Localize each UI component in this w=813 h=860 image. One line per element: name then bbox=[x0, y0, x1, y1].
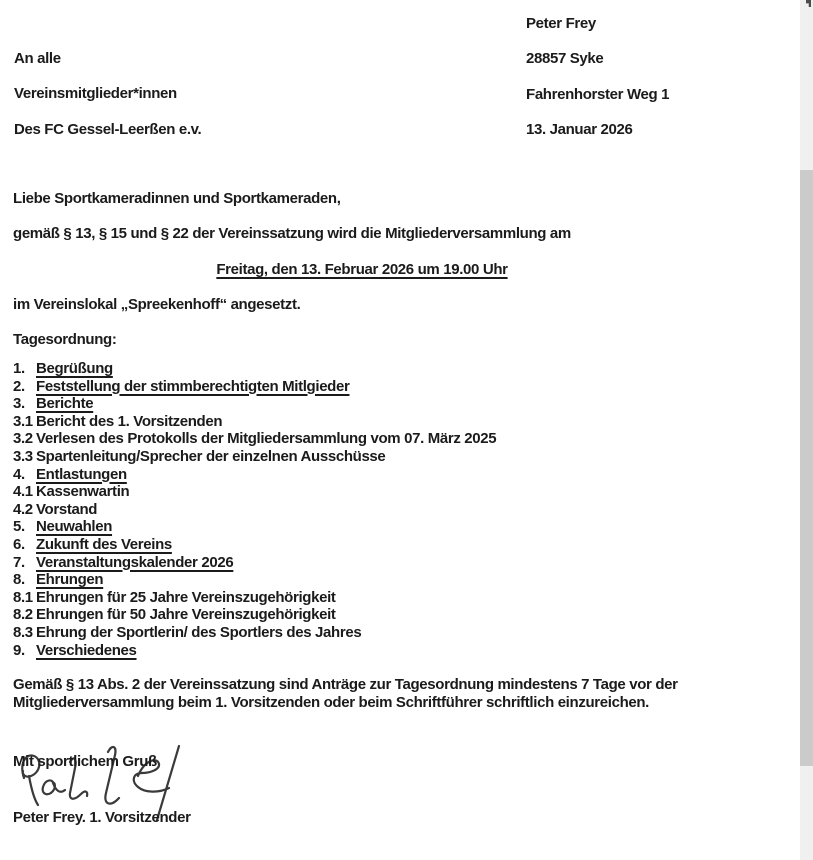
agenda-item-label: Ehrungen bbox=[36, 571, 104, 589]
agenda-item bbox=[13, 589, 496, 607]
agenda-title: Tagesordnung: bbox=[13, 331, 117, 348]
agenda-item-label: Verlesen des Protokolls der Mitgliedersammlung vom 07. März 2025 bbox=[36, 430, 497, 448]
venue-line: im Vereinslokal „Spreekenhoff“ angesetzt. bbox=[13, 296, 301, 313]
sender-line: 13. Januar 2026 bbox=[526, 120, 633, 138]
agenda-item-number: 8. bbox=[13, 571, 25, 589]
agenda-item-number: 7. bbox=[13, 553, 25, 571]
agenda-item-label: Spartenleitung/Sprecher der einzelnen Ausschüsse bbox=[36, 447, 386, 465]
agenda-item-label: Vorstand bbox=[36, 500, 98, 518]
agenda-item-label: Entlastungen bbox=[36, 465, 127, 483]
agenda-item bbox=[13, 430, 496, 448]
agenda-item-label: Neuwahlen bbox=[36, 518, 113, 536]
agenda-item bbox=[13, 501, 496, 519]
agenda-item-number: 4. bbox=[13, 465, 25, 483]
agenda-item bbox=[13, 606, 496, 624]
agenda-item-label: Veranstaltungskalender 2026 bbox=[36, 553, 234, 571]
agenda-item bbox=[13, 554, 496, 572]
agenda-item-label: Verschiedenes bbox=[36, 641, 137, 659]
agenda-item bbox=[13, 413, 496, 431]
agenda-item-number: 2. bbox=[13, 377, 25, 395]
agenda-item-number: 1. bbox=[13, 360, 25, 377]
agenda-item bbox=[13, 483, 496, 501]
agenda-item bbox=[13, 518, 496, 536]
agenda-item-label: Begrüßung bbox=[36, 360, 113, 377]
agenda-item-label: Ehrungen für 25 Jahre Vereinszugehörigkeit bbox=[36, 588, 336, 606]
sender-line: 28857 Syke bbox=[526, 50, 604, 68]
agenda-item-number: 3.2 bbox=[13, 430, 33, 448]
agenda-item bbox=[13, 624, 496, 642]
agenda-item-number: 8.2 bbox=[13, 606, 33, 624]
agenda-item-number: 5. bbox=[13, 518, 25, 536]
agenda-item-number: 8.3 bbox=[13, 623, 33, 641]
scrollbar-thumb[interactable] bbox=[800, 170, 813, 766]
agenda-item-number: 9. bbox=[13, 641, 25, 659]
agenda-item-number: 3.1 bbox=[13, 412, 33, 430]
recipient-line: Des FC Gessel-Leerßen e.v. bbox=[14, 120, 202, 138]
signer-name: Peter Frey. 1. Vorsitzender bbox=[13, 809, 191, 826]
sender-line: Peter Frey bbox=[526, 15, 596, 32]
closing-paragraph: Gemäß § 13 Abs. 2 der Vereinssatzung sind Anträge zur Tagesordnung mindestens 7 Tage vor der Mitgliederversammlung beim 1. Vorsitzenden oder beim Schriftführer schriftlich einzureichen. bbox=[13, 676, 678, 711]
agenda-item-number: 3.3 bbox=[13, 447, 33, 465]
closing-greeting: Mit sportlichem Gruß bbox=[13, 753, 157, 770]
agenda-item-label: Ehrungen für 50 Jahre Vereinszugehörigkeit bbox=[36, 606, 336, 624]
agenda-item bbox=[13, 466, 496, 484]
sender-address-block bbox=[526, 6, 669, 147]
agenda-item bbox=[13, 642, 496, 660]
agenda-item bbox=[13, 536, 496, 554]
recipient-line: An alle bbox=[14, 50, 61, 67]
agenda-item-number: 8.1 bbox=[13, 588, 33, 606]
agenda-list bbox=[13, 360, 496, 659]
agenda-item bbox=[13, 360, 496, 378]
meeting-date-heading-wrap bbox=[0, 261, 724, 278]
agenda-item bbox=[13, 448, 496, 466]
agenda-item-number: 4.1 bbox=[13, 483, 33, 501]
sender-line: Fahrenhorster Weg 1 bbox=[526, 85, 670, 103]
agenda-item-number: 6. bbox=[13, 535, 25, 553]
agenda-item-label: Zukunft des Vereins bbox=[36, 535, 172, 553]
intro-sentence: gemäß § 13, § 15 und § 22 der Vereinssatzung wird die Mitgliederversammlung am bbox=[13, 225, 571, 242]
agenda-item-number: 4.2 bbox=[13, 500, 33, 518]
agenda-item-label: Feststellung der stimmberechtigten Mitlgieder bbox=[36, 377, 350, 395]
agenda-item-label: Kassenwartin bbox=[36, 483, 130, 501]
agenda-item-label: Ehrung der Sportlerin/ des Sportlers des Jahres bbox=[36, 623, 362, 641]
agenda-item bbox=[13, 378, 496, 396]
agenda-item-number: 3. bbox=[13, 395, 25, 413]
agenda-item-label: Bericht des 1. Vorsitzenden bbox=[36, 412, 223, 430]
agenda-item bbox=[13, 571, 496, 589]
recipient-line: Vereinsmitglieder*innen bbox=[14, 85, 177, 103]
salutation: Liebe Sportkameradinnen und Sportkameraden, bbox=[13, 190, 341, 207]
agenda-item-label: Berichte bbox=[36, 395, 94, 413]
agenda-item bbox=[13, 395, 496, 413]
meeting-date-heading: Freitag, den 13. Februar 2026 um 19.00 Uhr bbox=[216, 261, 508, 278]
recipient-address-block bbox=[14, 41, 201, 147]
